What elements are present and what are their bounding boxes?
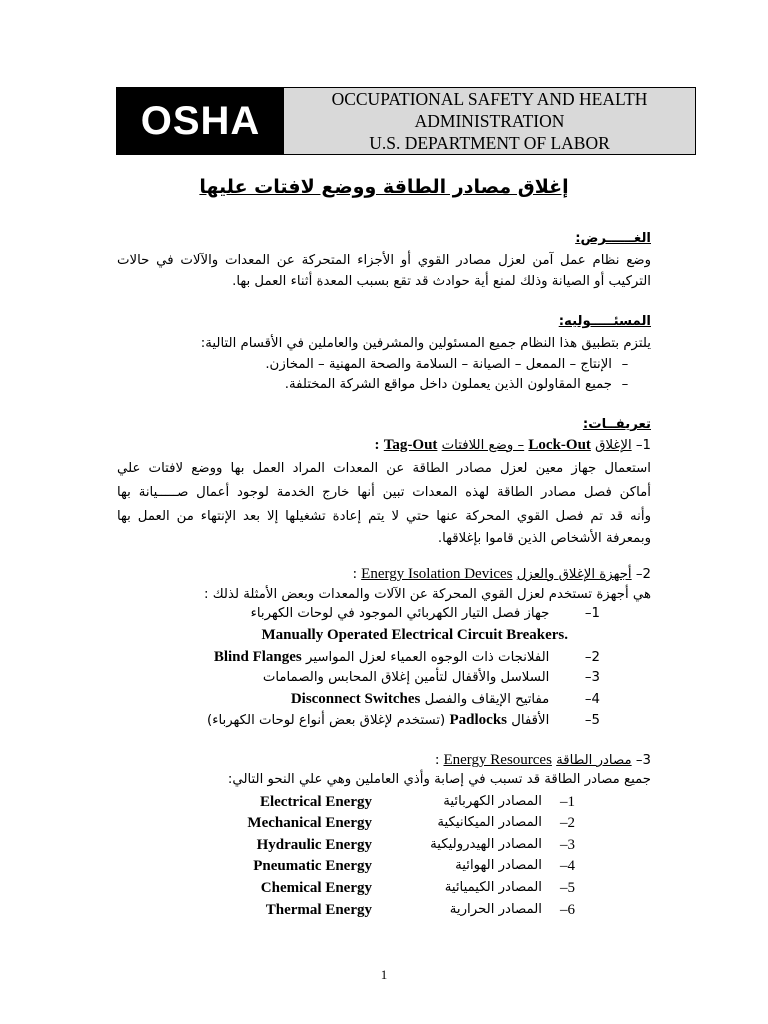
responsibility-item-text: جميع المقاولون الذين يعملون داخل مواقع الشركة المختلفة.	[284, 377, 612, 392]
item-number: –4	[584, 692, 600, 707]
definition-1-body-line: أماكن فصل مصادر الطاقة لهذه المعدات تبين أنها خارج الخدمة لوجود أعمال صـــــيانة بها	[117, 485, 651, 500]
item-text-en: Disconnect Switches	[290, 691, 421, 707]
definition-1-title	[375, 437, 651, 454]
isolation-device-item	[291, 691, 600, 708]
item-text-ar: مفاتيح الإيقاف والفصل	[424, 692, 550, 707]
energy-name-ar: المصادر الهوائية	[455, 858, 542, 873]
energy-name-ar: المصادر الهيدروليكية	[430, 837, 542, 852]
definition-3-term-en: Energy Resources	[443, 752, 552, 768]
definition-1-body-line: استعمال جهاز معين لعزل مصادر الطاقة عن المعدات المراد العمل بها ووضع لافتات علي	[117, 461, 651, 476]
energy-name-en: Hydraulic Energy	[256, 837, 372, 853]
item-text-ar: السلاسل والأقفال لتأمين إغلاق المحابس والصمامات	[262, 670, 550, 685]
osha-logo: OSHA	[117, 88, 284, 154]
item-number: –4	[560, 858, 575, 874]
osha-header	[116, 87, 696, 155]
item-number: –6	[560, 902, 575, 918]
item-text-en: Padlocks	[449, 712, 507, 728]
item-text-ar: الأقفال	[511, 713, 550, 728]
energy-name-ar: المصادر الكهربائية	[443, 794, 542, 809]
agency-line-2: ADMINISTRATION	[414, 111, 565, 131]
definition-3-intro: جميع مصادر الطاقة قد تسبب في إصابة وأذي العاملين وهي علي النحو التالي:	[227, 772, 651, 787]
definition-3-number: 3–	[635, 753, 651, 768]
definition-1-term-en-2: Tag-Out	[383, 437, 438, 453]
energy-name-en: Thermal Energy	[265, 902, 372, 918]
energy-name-ar: المصادر الميكانيكية	[437, 815, 542, 830]
isolation-device-item	[251, 606, 600, 621]
energy-name-en: Mechanical Energy	[247, 815, 372, 831]
item-number: –3	[560, 837, 575, 853]
purpose-text-line-1: وضع نظام عمل آمن لعزل مصادر القوي أو الأجزاء المتحركة عن المعدات والآلات في حالات	[117, 253, 651, 268]
isolation-device-item	[207, 712, 600, 729]
definition-2-colon: :	[352, 566, 357, 582]
definition-1-body-line: وأنه قد تم فصل القوي المحركة عنها حتي لا يتم إعادة تشغيلها إلا بعد الإنتهاء من العمل بها	[117, 509, 651, 524]
responsibility-item	[265, 357, 638, 372]
definition-1-colon: :	[374, 437, 380, 453]
document-title: إغلاق مصادر الطاقة ووضع لافتات عليها	[199, 176, 569, 198]
isolation-device-item-en: Manually Operated Electrical Circuit Breakers.	[261, 627, 568, 643]
item-number: –2	[584, 650, 600, 665]
isolation-device-item	[214, 649, 600, 666]
item-number: –2	[560, 815, 575, 831]
energy-name-ar: المصادر الكيميائية	[444, 880, 542, 895]
agency-name	[284, 88, 695, 154]
item-number: –1	[584, 606, 600, 621]
dash-bullet: –	[621, 357, 629, 372]
definition-3-colon: :	[435, 752, 440, 768]
energy-name-en: Pneumatic Energy	[253, 858, 372, 874]
definition-2-term-ar: أجهزة الإغلاق والعزل	[516, 567, 632, 582]
energy-name-ar: المصادر الحرارية	[449, 902, 542, 917]
definitions-heading: تعريفــات:	[582, 417, 651, 432]
definition-2-term-en: Energy Isolation Devices	[361, 566, 513, 582]
definition-3-title	[435, 752, 651, 769]
purpose-heading: الغــــــرض:	[575, 231, 651, 246]
definition-3-term-ar: مصادر الطاقة	[556, 753, 632, 768]
item-number: –5	[560, 880, 575, 896]
item-text-ar: الفلانجات ذات الوجوه العمياء لعزل المواسير	[306, 650, 550, 665]
responsibility-heading: المسئـــــوليه:	[558, 314, 651, 329]
isolation-device-item	[263, 670, 600, 685]
item-number: –1	[560, 794, 575, 810]
item-number: –3	[584, 670, 600, 685]
energy-name-en: Electrical Energy	[259, 794, 372, 810]
definition-2-intro: هي أجهزة تستخدم لعزل القوي المحركة عن الآلات والمعدات وبعض الأمثلة لذلك :	[204, 587, 651, 602]
dash-bullet: –	[621, 377, 629, 392]
definition-1-term-en: Lock-Out	[528, 437, 591, 453]
purpose-text-line-2: التركيب أو الصيانة وذلك لمنع أية حوادث قد تقع بسبب المعدة أثناء العمل بها.	[232, 274, 651, 289]
definition-2-title	[353, 566, 651, 583]
item-text-en: Blind Flanges	[213, 649, 302, 665]
page-number: 1	[380, 967, 388, 982]
definition-1-separator: – وضع اللافتات	[441, 438, 525, 453]
item-note: (تستخدم لإغلاق بعض أنواع لوحات الكهرباء)	[207, 713, 446, 728]
definition-1-number: 1–	[635, 438, 651, 453]
definition-2-number: 2–	[635, 567, 651, 582]
responsibility-intro: يلتزم بتطبيق هذا النظام جميع المسئولين والمشرفين والعاملين في الأقسام التالية:	[200, 336, 651, 351]
energy-name-en: Chemical Energy	[260, 880, 372, 896]
responsibility-item-text: الإنتاج – الممعل – الصيانة – السلامة والصحة المهنية – المخازن.	[265, 357, 612, 372]
responsibility-item	[285, 377, 638, 392]
definition-1-term-ar: الإغلاق	[595, 438, 632, 453]
item-number: –5	[584, 713, 600, 728]
agency-line-3: U.S. DEPARTMENT OF LABOR	[369, 133, 610, 153]
agency-line-1: OCCUPATIONAL SAFETY AND HEALTH	[331, 89, 648, 109]
item-text-ar: جهاز فصل التيار الكهربائي الموجود في لوحات الكهرباء	[250, 606, 550, 621]
definition-1-body-line: وبمعرفة الأشخاص الذين قاموا بإغلاقها.	[437, 531, 651, 546]
